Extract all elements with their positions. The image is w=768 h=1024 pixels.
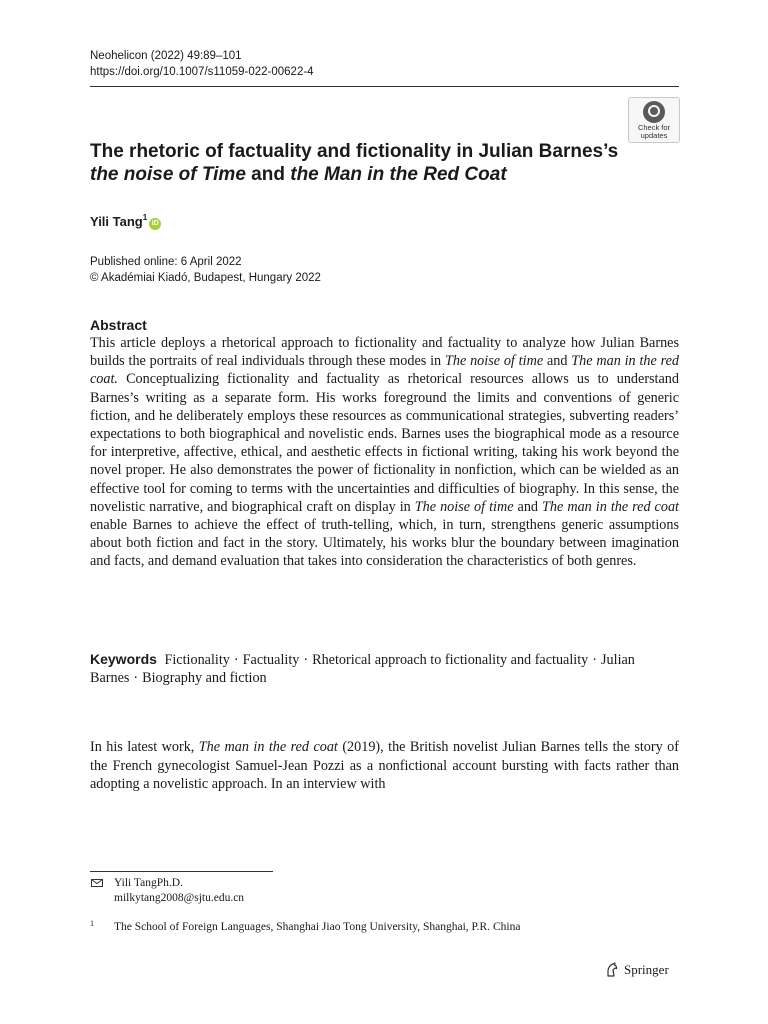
copyright-line: © Akadémiai Kiadó, Budapest, Hungary 2022 — [90, 272, 321, 284]
check-for-updates-label: Check for updates — [637, 123, 671, 140]
orcid-icon[interactable]: iD — [149, 218, 161, 230]
keyword-separator: · — [133, 670, 139, 687]
doi-link[interactable]: https://doi.org/10.1007/s11059-022-00622-4 — [90, 66, 314, 78]
journal-citation: Neohelicon (2022) 49:89–101 — [90, 50, 242, 62]
title-line-2: the noise of Time and the Man in the Red Coat — [90, 164, 507, 185]
keywords-label: Keywords — [90, 651, 157, 667]
keyword-item: Julian Barnes — [90, 652, 635, 687]
author-email-link[interactable]: milkytang2008@sjtu.edu.cn — [114, 892, 245, 904]
envelope-icon — [91, 879, 103, 887]
springer-horse-icon — [604, 962, 620, 978]
keyword-separator: · — [303, 652, 309, 668]
header-rule — [90, 86, 679, 87]
affiliation-mark: 1 — [90, 919, 94, 928]
keyword-separator: · — [233, 652, 239, 668]
keyword-item: Factuality — [242, 652, 300, 668]
abstract-heading: Abstract — [90, 317, 147, 333]
keyword-item: Rhetorical approach to fictionality and factuality — [312, 652, 589, 668]
keyword-separator: · — [592, 652, 598, 668]
corresponding-author: Yili TangPh.D. — [114, 877, 183, 889]
abstract-text: This article deploys a rhetorical approach to fictionality and factuality to analyze how Julian Barnes builds the portraits of real individuals through these modes in The noise of time and The man in the red coat. Conceptualizing fictionality and factuality as rhetorical resources allows us to understand Barnes’s writing as a separate form. His works foreground the limits and conventions of generic fiction, and he deliberately employs these resources as communicational strategies, subverting readers’ expectations to both biographical and novelistic ends. Barnes uses the biographical mode as a resource for interpretive, affective, ethical, and aesthetic effects in fictional writing, taking his work beyond the novel proper. He also demonstrates the power of fictionality in nonfiction, which can be wielded as an effective tool for coming to terms with the uncertainties and difficulties of biography. In this sense, the novelistic narrative, and biographical craft on display in The noise of time and The man in the red coat enable Barnes to achieve the effect of truth-telling, which, in turn, strengthens generic assumptions about both fiction and fact in the story. Ultimately, his works blur the boundary between imagination and facts, and demand evaluation that takes into consideration the characteristics of both genres. — [90, 335, 679, 570]
author-affiliation: The School of Foreign Languages, Shanghai Jiao Tong University, Shanghai, P.R. China — [114, 921, 521, 933]
title-line-1: The rhetoric of factuality and fictionality in Julian Barnes’s — [90, 141, 619, 162]
keyword-item: Biography and fiction — [142, 670, 267, 687]
keyword-item: Fictionality — [164, 652, 230, 668]
article-title — [90, 140, 630, 186]
author-name[interactable]: Yili Tang$^1$iD — [90, 210, 161, 230]
check-for-updates-badge[interactable] — [628, 97, 680, 143]
publisher-name: Springer — [624, 962, 669, 977]
footnote-rule — [90, 871, 273, 872]
keywords-block — [90, 650, 679, 687]
published-online: Published online: 6 April 2022 — [90, 256, 242, 268]
intro-paragraph: In his latest work, The man in the red coat (2019), the British novelist Julian Barnes tells the story of the French gynecologist Samuel-Jean Pozzi as a nonfictional account bursting with facts rather than adopting a novelistic approach. In an interview with — [90, 739, 679, 793]
springer-logo — [604, 962, 669, 978]
refresh-icon — [643, 101, 665, 123]
